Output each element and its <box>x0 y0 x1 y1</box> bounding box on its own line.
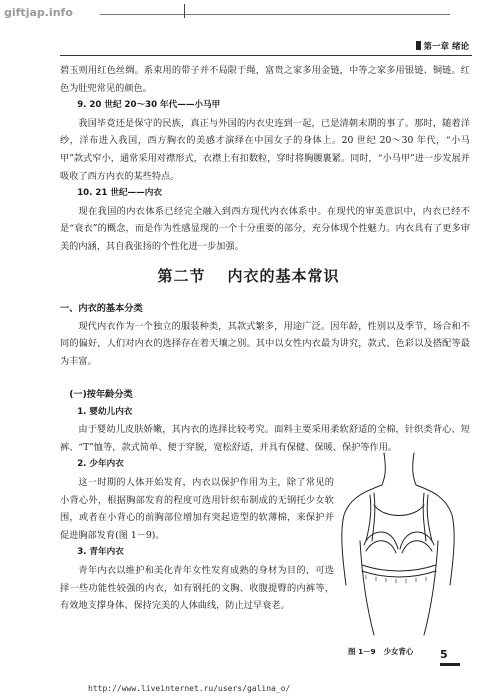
subsection-heading: 一、内衣的基本分类 <box>60 303 143 314</box>
footer-url[interactable]: http://www.liveinternet.ru/users/galina_o/ <box>88 684 291 693</box>
page-number: 5 <box>440 648 448 661</box>
watermark: giftjap.info <box>4 6 73 19</box>
running-head: 第一章 绪论 <box>416 40 469 52</box>
section-title <box>0 265 497 286</box>
header-rule <box>60 55 472 56</box>
item-paragraph: 我国毕竟还是保守的民族，真正与外国的内衣史连到一起，已是清朝末期的事了。那时，随着洋纱，洋布进入我国，西方胸衣的美感才演绎在中国女子的身体上。20 世纪 20～30 年代，“小马甲”款式窄小，通常采用对襟形式，衣襟上有扣数粒，穿时将胸腰裹紧。同时，“小马甲”进一步发展并吸收了西方内衣的某些特点。 <box>60 117 470 182</box>
section-number: 第二节 <box>157 267 206 285</box>
figure-title: 少女背心 <box>383 647 414 656</box>
section-name: 内衣的基本常识 <box>227 267 340 285</box>
age-classification-heading: (一)按年龄分类 <box>69 389 133 400</box>
figure-caption <box>348 646 413 657</box>
item-heading: 9. 20 世纪 20～30 年代——小马甲 <box>77 100 221 111</box>
entry-heading: 1. 婴幼儿内衣 <box>77 406 133 417</box>
classification-block <box>60 300 470 370</box>
camisole-illustration <box>336 445 460 641</box>
subsection-paragraph: 现代内衣作为一个独立的服装种类，其款式繁多，用途广泛。因年龄，性别以及季节，场合和不同的偏好，人们对内衣的选择存在着天壤之别。其中以女性内衣最为讲究，款式、色彩以及搭配等最为丰富。 <box>60 320 470 367</box>
upper-text-block <box>60 62 470 256</box>
top-scan-rule <box>100 14 450 15</box>
entry-text: 由于婴幼儿皮肤娇嫩，其内衣的选择比较考究。面料主要采用柔软舒适的全棉，针织类背心、短裤、“T”恤等，款式简单、便于穿脱，宽松舒适，并具有保健、保暖、保护等作用。 <box>60 424 470 453</box>
top-scan-tick <box>184 4 185 18</box>
entry-heading: 2. 少年内衣 <box>77 459 124 470</box>
figure-label: 图 1－9 <box>348 647 376 656</box>
item-heading: 10. 21 世纪——内衣 <box>77 188 162 199</box>
entry-heading: 3. 青年内衣 <box>77 547 124 558</box>
page-number-bar <box>440 663 460 666</box>
entry-paragraph: 这一时期的人体开始发育，内衣以保护作用为主，除了常见的小背心外，根据胸部发育的程度可选用针织布制成的无钢托少女软围，或者在小背心的前胸部位增加有突起造型的软薄棉，来保护并促进胸部发育(图 1－9)。 <box>60 476 334 541</box>
item-paragraph: 现在我国的内衣体系已经完全融入到西方现代内衣体系中。在现代的审美意识中，内衣已经不是“衰衣”的概念，而是作为性感显现的一个十分重要的部分，充分体现个性魅力。内衣具有了更多审美的内涵，其自我张扬的个性化进一步加强。 <box>60 205 470 252</box>
entry-paragraph: 青年内衣以维护和美化青年女性发育成熟的身材为目的，可选择一些功能性较强的内衣，如有钢托的文胸、收腹提臀的内裤等，有效地支撑身体、保持完美的人体曲线，防止过早衰老。 <box>60 564 334 612</box>
intro-paragraph: 碧玉则用红色丝绸。系束用的带子并不局限于绳，富贵之家多用金链，中等之家多用银链、铜链。红色为肚兜常见的颜色。 <box>60 65 470 94</box>
